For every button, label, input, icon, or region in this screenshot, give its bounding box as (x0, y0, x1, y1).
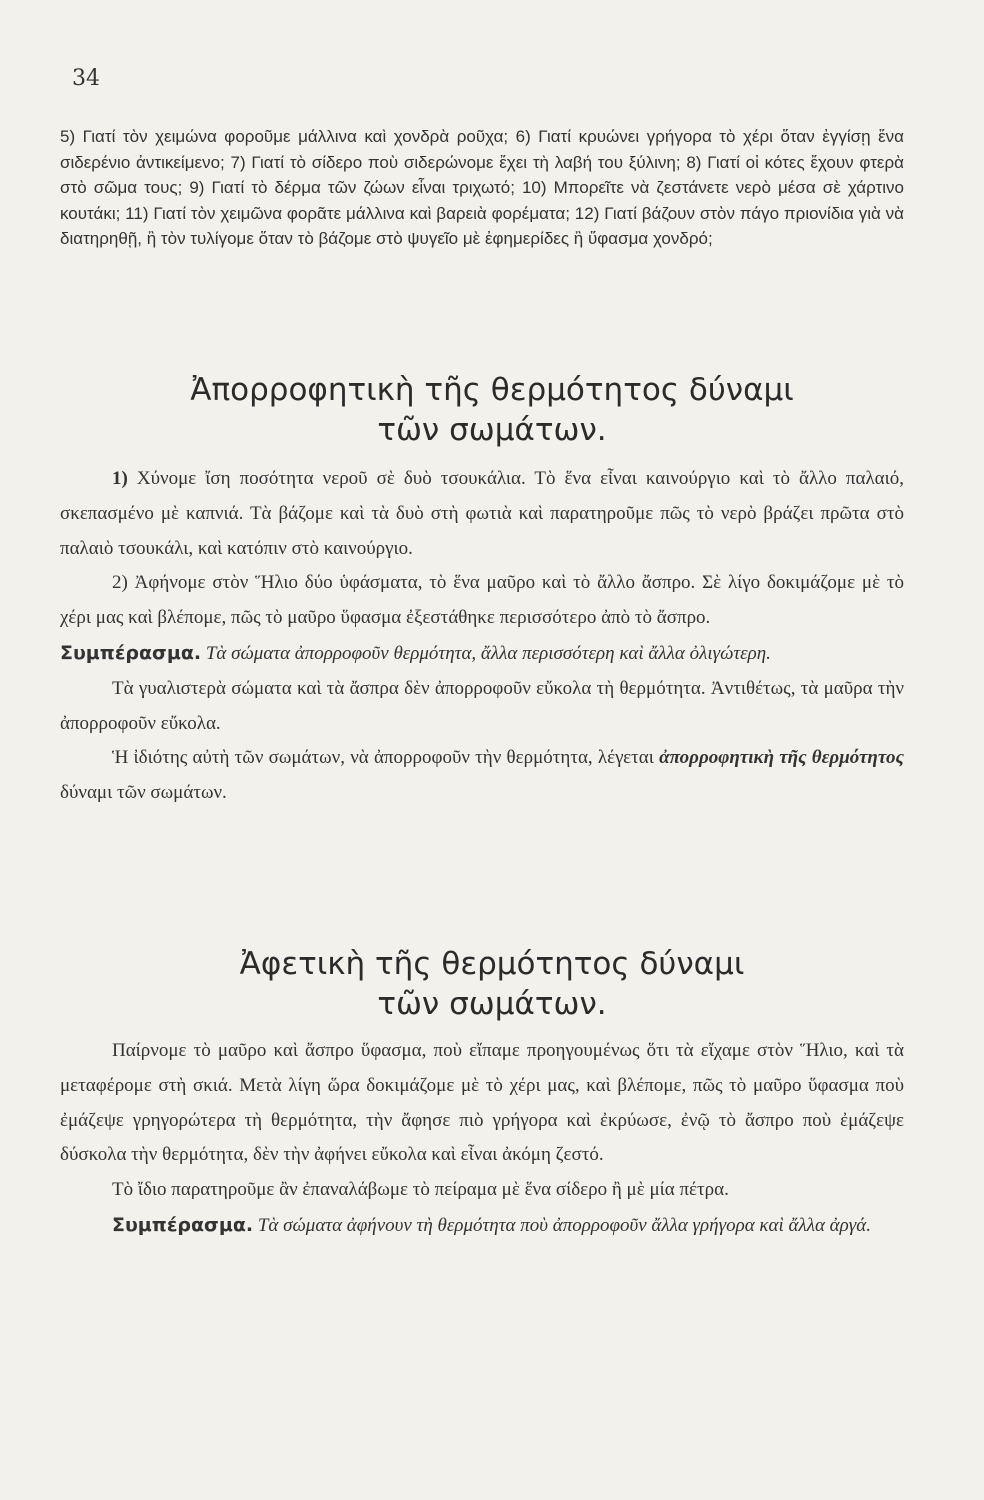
section-heading-line: τῶν σωμάτων. (377, 412, 607, 448)
paragraph-experiment-1 (60, 462, 904, 566)
section-body-emission (60, 1034, 904, 1244)
section-heading-line: τῶν σωμάτων. (377, 986, 607, 1022)
experiment-number: 1) (112, 468, 128, 489)
page-number: 34 (72, 66, 100, 91)
paragraph-text: Ἡ ἰδιότης αὐτὴ τῶν σωμάτων, νὰ ἀπορροφοῦν τὴν θερμότητα, λέγεται (112, 747, 660, 769)
paragraph-experiment-shade: Παίρνομε τὸ μαῦρο καὶ ἄσπρο ὕφασμα, ποὺ εἴπαμε προηγουμένως ὅτι τὰ εἴχαμε στὸν Ἥλιο, καὶ τὰ μεταφέρομε στὴ σκιά. Μετὰ λίγη ὥρα δοκιμάζομε μὲ τὸ χέρι μας, καὶ βλέπομε, πῶς τὸ μαῦρο ὕφασμα ποὺ ἐμάζεψε γρηγορώτερα τὴ θερμότητα, τὴν ἄφησε πιὸ γρήγορα καὶ ἐκρύωσε, ἐνῷ τὸ ἄσπρο ποὺ ἐμάζεψε δύσκολα τὴν θερμότητα, δὲν τὴν ἀφήνει εὔκολα καὶ εἶναι ἀκόμη ζεστό. (60, 1040, 904, 1166)
defined-term: ἀπορροφητικὴ τῆς θερμότητος (659, 747, 904, 769)
conclusion-text: Τὰ σώματα ἀπορροφοῦν θερμότητα, ἄλλα περισσότερη καὶ ἄλλα ὀλιγώτερη. (201, 642, 771, 664)
paragraph-experiment-2: 2) Ἀφήνομε στὸν Ἥλιο δύο ὑφάσματα, τὸ ἕνα μαῦρο καὶ τὸ ἄλλο ἄσπρο. Σὲ λίγο δοκιμάζομε μὲ τὸ χέρι μας καὶ βλέπομε, πῶς τὸ μαῦρο ὕφασμα ἐξεστάθηκε περισσότερο ἀπὸ τὸ ἄσπρο. (60, 572, 904, 629)
paragraph-text: δύναμι τῶν σωμάτων. (60, 782, 227, 804)
conclusion-label: Συμπέρασμα. (112, 1213, 254, 1236)
conclusion-label: Συμπέρασμα. (60, 641, 202, 664)
section-body-absorption (60, 462, 904, 811)
paragraph-repeat-experiment: Τὸ ἴδιο παρατηροῦμε ἂν ἐπαναλάβωμε τὸ πείραμα μὲ ἕνα σίδερο ἢ μὲ μία πέτρα. (112, 1179, 729, 1201)
conclusion-text: Τὰ σώματα ἀφήνουν τὴ θερμότητα ποὺ ἀπορροφοῦν ἄλλα γρήγορα καὶ ἄλλα ἀργά. (253, 1214, 871, 1236)
paragraph-conclusion (60, 1208, 904, 1244)
section-heading-absorption (60, 370, 924, 450)
section-heading-line: Ἀπορροφητικὴ τῆς θερμότητος δύναμι (190, 372, 794, 408)
paragraph-conclusion (60, 636, 904, 672)
intro-questions: 5) Γιατί τὸν χειμώνα φοροῦμε μάλλινα καὶ χονδρὰ ροῦχα; 6) Γιατί κρυώνει γρήγορα τὸ χέρι ὅταν ἐγγίσῃ ἕνα σιδερένιο ἀντικείμενο; 7) Γιατί τὸ σίδερο ποὺ σιδερώνομε ἔχει τὴ λαβή του ξύλινη; 8) Γιατί οἱ κότες ἔχουν φτερὰ στὸ σῶμα τους; 9) Γιατί τὸ δέρμα τῶν ζώων εἶναι τριχωτό; 10) Μπορεῖτε νὰ ζεστάνετε νερὸ μέσα σὲ χάρτινο κουτάκι; 11) Γιατί τὸν χειμῶνα φορᾶτε μάλλινα καὶ βαρειὰ φορέματα; 12) Γιατί βάζουν στὸν πάγο πριονίδια γιὰ νὰ διατηρηθῇ, ἢ τὸν τυλίγομε ὅταν τὸ βάζομε στὸ ψυγεῖο μὲ ἐφημερίδες ἢ ὕφασμα χονδρό; (60, 127, 904, 249)
paragraph-shiny-bodies: Τὰ γυαλιστερὰ σώματα καὶ τὰ ἄσπρα δὲν ἀπορροφοῦν εὔκολα τὴ θερμότητα. Ἀντιθέτως, τὰ μαῦρα τὴν ἀπορροφοῦν εὔκολα. (60, 677, 904, 734)
paragraph-definition (60, 741, 904, 811)
paragraph-text: Χύνομε ἴση ποσότητα νεροῦ σὲ δυὸ τσουκάλια. Τὸ ἕνα εἶναι καινούργιο καὶ τὸ ἄλλο παλαιό, σκεπασμένο μὲ καπνιά. Τὰ βάζομε καὶ τὰ δυὸ στὴ φωτιὰ καὶ παρατηροῦμε πῶς τὸ νερὸ βράζει πρῶτα στὸ παλαιὸ τσουκάλι, καὶ κατόπιν στὸ καινούργιο. (60, 468, 904, 559)
section-heading-line: Ἀφετικὴ τῆς θερμότητος δύναμι (239, 946, 745, 982)
section-heading-emission (60, 944, 924, 1024)
